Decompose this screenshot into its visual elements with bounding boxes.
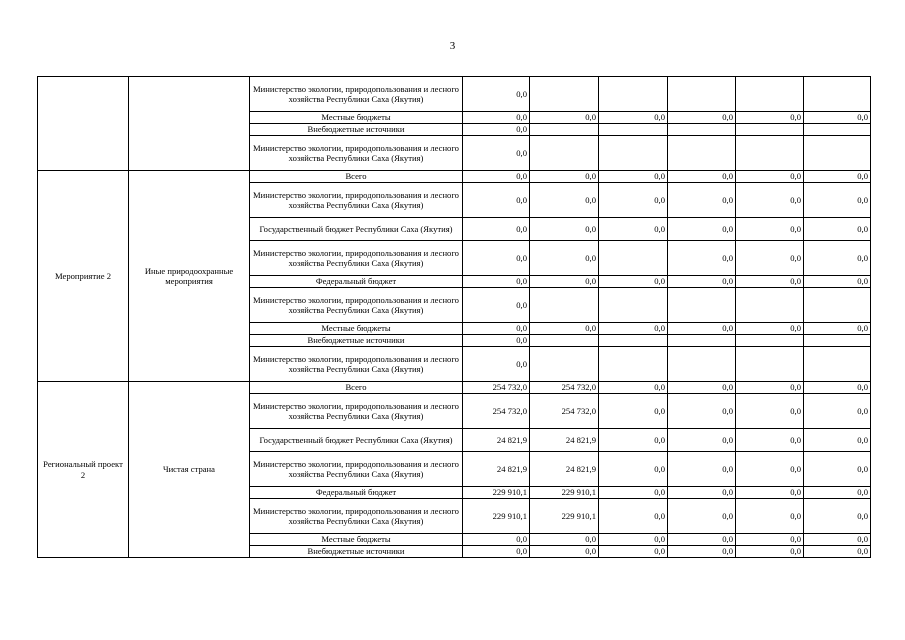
amount-cell [804,335,871,347]
amount-cell: 0,0 [599,323,668,335]
page-number: 3 [449,40,456,52]
amount-cell: 0,0 [599,487,668,499]
amount-cell: 0,0 [668,394,736,429]
amount-cell: 0,0 [463,77,530,112]
amount-cell [736,335,804,347]
amount-cell [599,241,668,276]
table-row [38,382,871,394]
table-row [38,171,871,183]
budget-table [37,76,871,558]
funding-source-cell: Всего [250,382,463,394]
amount-cell: 0,0 [463,218,530,241]
amount-cell [599,288,668,323]
amount-cell: 0,0 [736,323,804,335]
amount-cell: 0,0 [463,124,530,136]
amount-cell: 0,0 [668,183,736,218]
amount-cell: 0,0 [668,487,736,499]
amount-cell: 0,0 [668,171,736,183]
amount-cell: 254 732,0 [530,382,599,394]
funding-source-cell: Министерство экологии, природопользования и лесного хозяйства Республики Саха (Якутия) [250,452,463,487]
amount-cell: 0,0 [736,546,804,558]
amount-cell: 0,0 [463,323,530,335]
amount-cell [668,347,736,382]
amount-cell: 24 821,9 [530,429,599,452]
amount-cell: 0,0 [804,382,871,394]
amount-cell: 0,0 [599,546,668,558]
funding-source-cell: Внебюджетные источники [250,546,463,558]
amount-cell: 0,0 [599,276,668,288]
amount-cell: 0,0 [463,546,530,558]
amount-cell: 0,0 [736,499,804,534]
amount-cell: 0,0 [736,112,804,124]
amount-cell: 254 732,0 [463,382,530,394]
table-row [38,77,871,112]
amount-cell: 254 732,0 [463,394,530,429]
amount-cell: 0,0 [463,171,530,183]
amount-cell: 0,0 [804,546,871,558]
amount-cell: 0,0 [804,218,871,241]
funding-source-cell: Местные бюджеты [250,534,463,546]
amount-cell: 0,0 [463,276,530,288]
funding-source-cell: Внебюджетные источники [250,124,463,136]
amount-cell: 0,0 [736,241,804,276]
amount-cell [530,288,599,323]
amount-cell: 0,0 [804,112,871,124]
funding-source-cell: Местные бюджеты [250,112,463,124]
amount-cell: 0,0 [804,394,871,429]
amount-cell: 0,0 [804,534,871,546]
amount-cell: 0,0 [463,183,530,218]
amount-cell [804,288,871,323]
amount-cell: 0,0 [599,171,668,183]
activity-code-cell: Мероприятие 2 [38,171,129,382]
amount-cell: 0,0 [736,171,804,183]
amount-cell: 0,0 [668,452,736,487]
amount-cell: 0,0 [530,534,599,546]
activity-name-cell: Иные природоохранные мероприятия [129,171,250,382]
amount-cell: 0,0 [804,171,871,183]
amount-cell: 0,0 [599,218,668,241]
amount-cell: 0,0 [530,546,599,558]
activity-code-cell: Региональный проект 2 [38,382,129,558]
activity-name-cell [129,77,250,171]
amount-cell: 0,0 [530,276,599,288]
amount-cell [668,124,736,136]
funding-source-cell: Всего [250,171,463,183]
activity-code-cell [38,77,129,171]
amount-cell: 0,0 [668,241,736,276]
amount-cell: 24 821,9 [530,452,599,487]
amount-cell [804,124,871,136]
amount-cell: 0,0 [530,171,599,183]
amount-cell: 0,0 [668,534,736,546]
amount-cell [530,124,599,136]
funding-source-cell: Государственный бюджет Республики Саха (Якутия) [250,218,463,241]
amount-cell: 0,0 [804,487,871,499]
activity-name-cell: Чистая страна [129,382,250,558]
amount-cell: 0,0 [668,323,736,335]
funding-source-cell: Министерство экологии, природопользования и лесного хозяйства Республики Саха (Якутия) [250,241,463,276]
funding-source-cell: Государственный бюджет Республики Саха (Якутия) [250,429,463,452]
funding-source-cell: Министерство экологии, природопользования и лесного хозяйства Республики Саха (Якутия) [250,499,463,534]
amount-cell [599,136,668,171]
amount-cell [736,124,804,136]
amount-cell [530,77,599,112]
funding-source-cell: Министерство экологии, природопользования и лесного хозяйства Республики Саха (Якутия) [250,347,463,382]
amount-cell: 0,0 [599,452,668,487]
amount-cell: 0,0 [463,136,530,171]
amount-cell: 0,0 [463,347,530,382]
amount-cell [599,77,668,112]
amount-cell: 0,0 [668,218,736,241]
amount-cell: 0,0 [736,382,804,394]
amount-cell: 0,0 [599,112,668,124]
amount-cell [530,347,599,382]
amount-cell [599,335,668,347]
amount-cell [804,77,871,112]
amount-cell: 0,0 [599,429,668,452]
amount-cell [668,335,736,347]
amount-cell: 0,0 [599,394,668,429]
amount-cell: 0,0 [530,241,599,276]
amount-cell: 0,0 [736,429,804,452]
amount-cell: 0,0 [668,546,736,558]
amount-cell [736,136,804,171]
amount-cell: 0,0 [463,534,530,546]
amount-cell: 0,0 [804,241,871,276]
funding-source-cell: Местные бюджеты [250,323,463,335]
amount-cell [804,347,871,382]
funding-source-cell: Министерство экологии, природопользования и лесного хозяйства Республики Саха (Якутия) [250,394,463,429]
amount-cell [530,136,599,171]
amount-cell: 0,0 [668,112,736,124]
budget-table-body [38,77,871,558]
amount-cell: 0,0 [668,429,736,452]
amount-cell [736,347,804,382]
amount-cell: 0,0 [599,534,668,546]
funding-source-cell: Министерство экологии, природопользования и лесного хозяйства Республики Саха (Якутия) [250,136,463,171]
amount-cell: 0,0 [463,241,530,276]
amount-cell: 24 821,9 [463,429,530,452]
amount-cell: 0,0 [530,323,599,335]
amount-cell: 0,0 [736,218,804,241]
amount-cell: 0,0 [804,183,871,218]
amount-cell: 0,0 [599,382,668,394]
amount-cell [736,288,804,323]
funding-source-cell: Министерство экологии, природопользования и лесного хозяйства Республики Саха (Якутия) [250,183,463,218]
funding-source-cell: Федеральный бюджет [250,276,463,288]
amount-cell: 0,0 [804,429,871,452]
amount-cell: 0,0 [599,183,668,218]
amount-cell [599,124,668,136]
amount-cell: 0,0 [804,452,871,487]
amount-cell [599,347,668,382]
amount-cell: 229 910,1 [463,499,530,534]
amount-cell: 0,0 [463,335,530,347]
amount-cell: 0,0 [736,452,804,487]
amount-cell [804,136,871,171]
amount-cell: 254 732,0 [530,394,599,429]
amount-cell: 0,0 [804,323,871,335]
amount-cell: 0,0 [463,288,530,323]
amount-cell: 0,0 [463,112,530,124]
amount-cell: 0,0 [530,183,599,218]
amount-cell: 0,0 [804,276,871,288]
funding-source-cell: Министерство экологии, природопользования и лесного хозяйства Республики Саха (Якутия) [250,77,463,112]
amount-cell: 0,0 [736,394,804,429]
amount-cell: 229 910,1 [530,499,599,534]
amount-cell: 229 910,1 [463,487,530,499]
amount-cell: 0,0 [804,499,871,534]
amount-cell [668,288,736,323]
amount-cell: 0,0 [530,218,599,241]
amount-cell: 229 910,1 [530,487,599,499]
amount-cell: 0,0 [668,382,736,394]
amount-cell: 0,0 [599,499,668,534]
amount-cell: 0,0 [530,112,599,124]
funding-source-cell: Министерство экологии, природопользования и лесного хозяйства Республики Саха (Якутия) [250,288,463,323]
funding-source-cell: Внебюджетные источники [250,335,463,347]
amount-cell [530,335,599,347]
amount-cell: 0,0 [736,183,804,218]
amount-cell [736,77,804,112]
funding-source-cell: Федеральный бюджет [250,487,463,499]
amount-cell: 0,0 [668,499,736,534]
amount-cell [668,136,736,171]
amount-cell: 0,0 [736,276,804,288]
amount-cell [668,77,736,112]
amount-cell: 0,0 [736,534,804,546]
amount-cell: 0,0 [736,487,804,499]
amount-cell: 24 821,9 [463,452,530,487]
amount-cell: 0,0 [668,276,736,288]
